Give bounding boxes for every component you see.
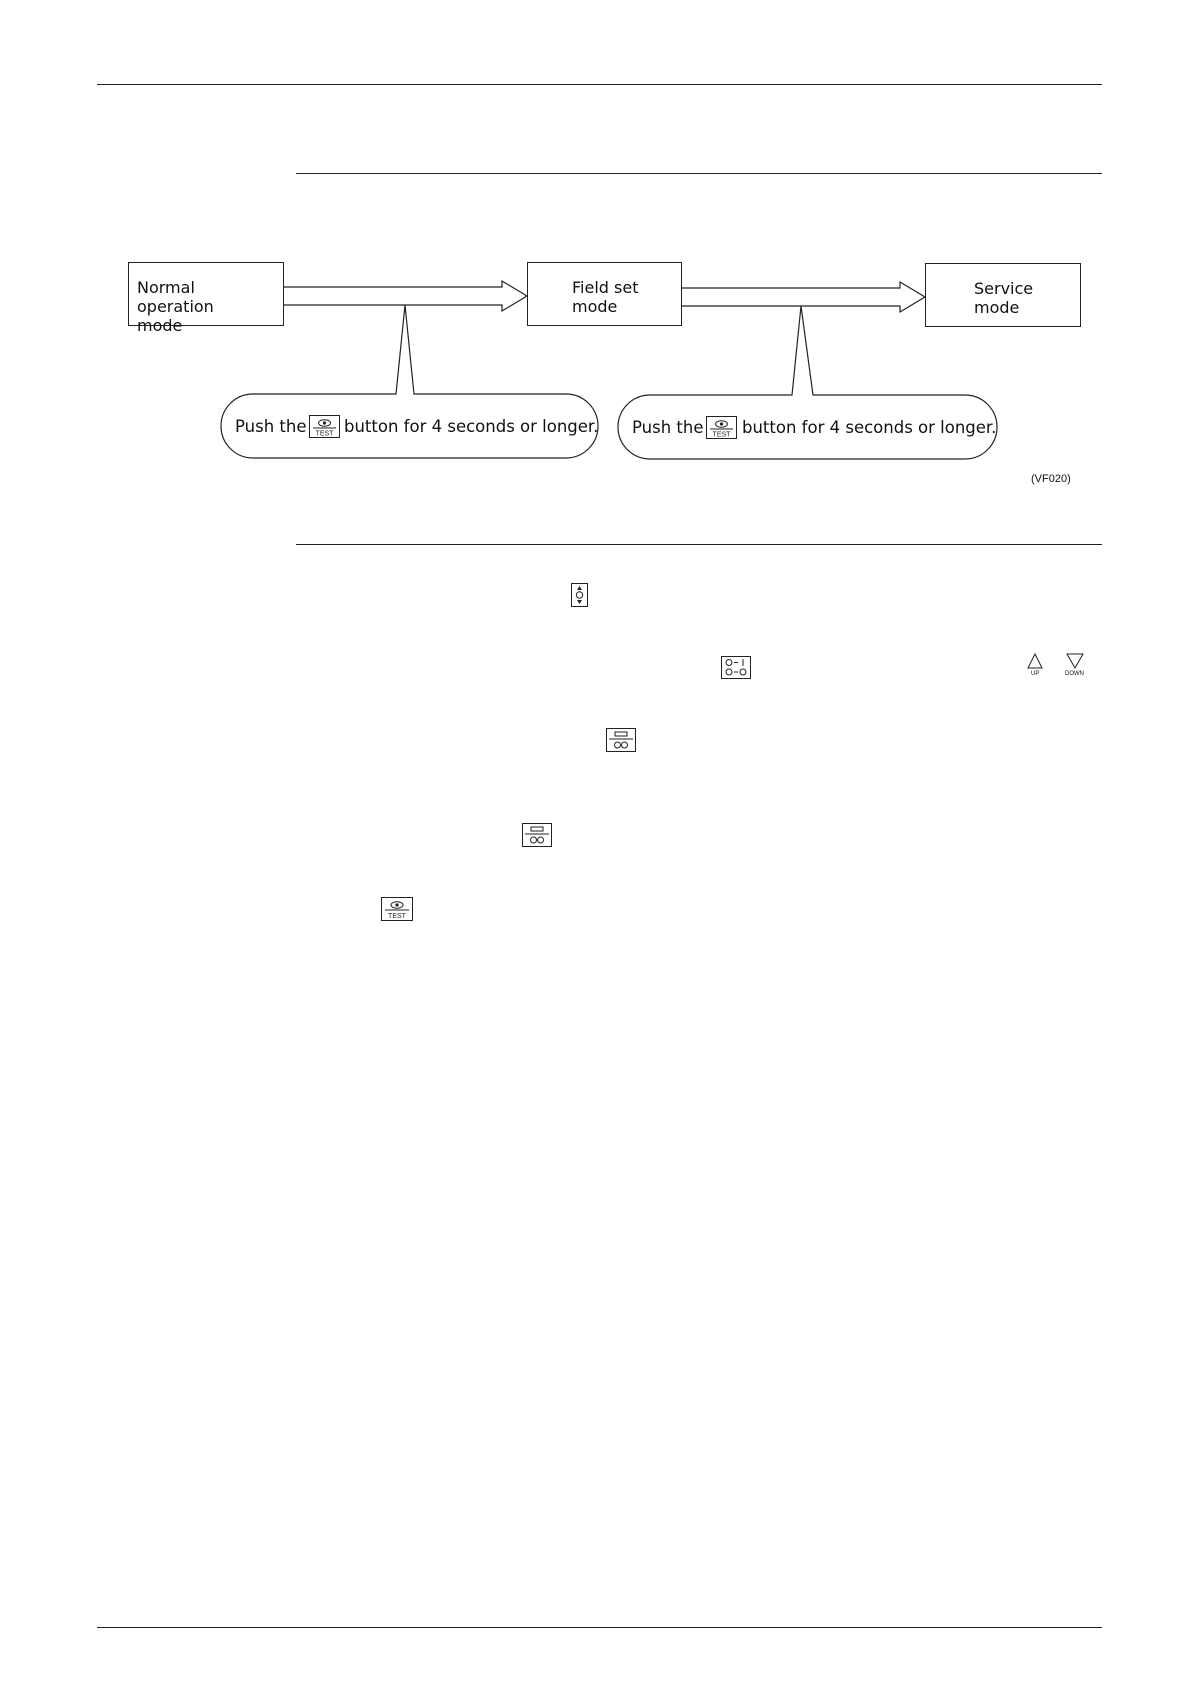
bubble-2-text-after: button for 4 seconds or longer. [742,418,997,437]
normal-mode-line1: Normal operation [137,278,214,316]
flow-arrow-2 [682,282,925,312]
figure-id: (VF020) [1031,473,1071,485]
mode-flow-diagram [0,0,1190,520]
bubble-1-text-after: button for 4 seconds or longer. [344,417,599,436]
timer-on-off-button-icon [721,656,751,679]
field-set-mode-box [527,262,682,326]
bubble-1-text-before: Push the [235,417,307,436]
normal-operation-mode-box [128,262,284,335]
field-mode-line2: mode [572,297,618,316]
section-rule-bottom [296,544,1102,545]
normal-mode-line2: mode [137,316,183,335]
down-label: DOWN [1065,671,1084,677]
test-button-icon [309,415,340,438]
field-mode-line1: Field set [572,278,639,297]
test-button-icon [706,416,737,439]
fan-button-icon [606,728,636,752]
footer-rule [97,1627,1102,1628]
service-mode-line2: mode [974,298,1020,317]
service-mode-box [925,263,1081,327]
test-button-label: TEST [712,431,731,439]
service-mode-line1: Service [974,279,1034,298]
bubble-2-text-before: Push the [632,418,704,437]
test-button-label: TEST [388,913,406,920]
up-label: UP [1031,671,1040,677]
swing-button-icon [571,583,588,607]
fan-button-icon [522,823,552,847]
test-button-icon [381,897,413,921]
test-button-label: TEST [315,430,334,438]
